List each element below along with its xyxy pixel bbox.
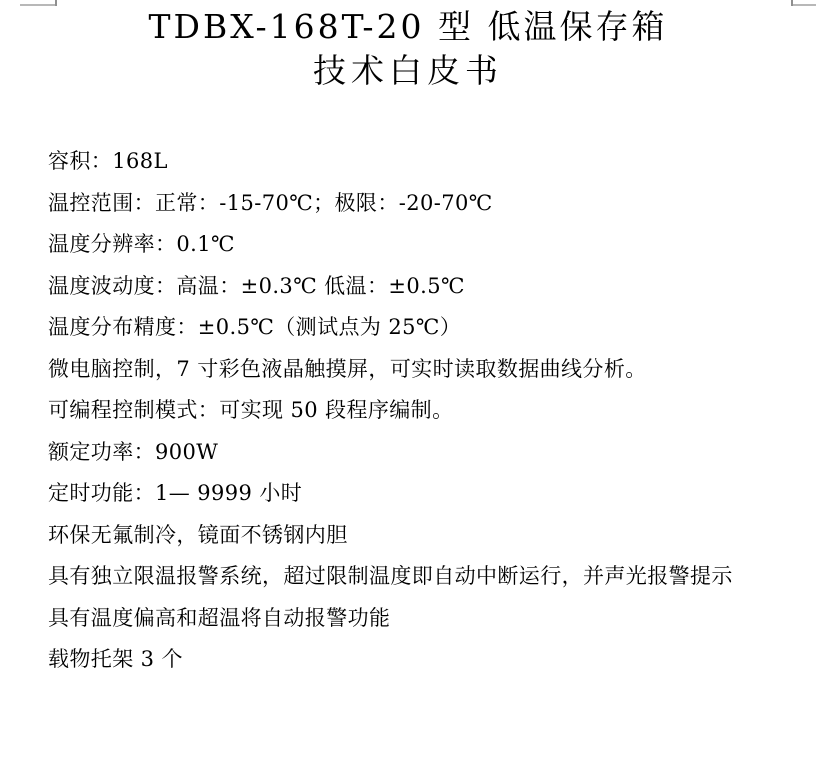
spec-line-capacity: 容积：168L <box>48 149 168 173</box>
spec-line-temp-uniformity: 温度分布精度：±0.5℃（测试点为 25℃） <box>48 315 462 339</box>
spec-line-timer-function: 定时功能：1— 9999 小时 <box>48 481 303 505</box>
spec-line-shelves: 载物托架 3 个 <box>48 647 183 671</box>
spec-line-controller: 微电脑控制，7 寸彩色液晶触摸屏，可实时读取数据曲线分析。 <box>48 356 647 381</box>
document-subtitle: 技术白皮书 <box>313 51 503 90</box>
document-title: TDBX-168T-20 型 低温保存箱 <box>148 7 668 46</box>
table-border-tick <box>55 0 57 6</box>
spec-line-limit-alarm: 具有独立限温报警系统，超过限制温度即自动中断运行，并声光报警提示 <box>48 564 733 588</box>
spec-line-temp-range: 温控范围：正常：-15-70℃；极限：-20-70℃ <box>48 190 493 215</box>
spec-line-temp-fluctuation: 温度波动度：高温：±0.3℃ 低温：±0.5℃ <box>48 273 465 298</box>
spec-line-temp-resolution: 温度分辨率：0.1℃ <box>48 232 235 256</box>
document-header <box>0 0 816 93</box>
table-border-line <box>792 4 816 6</box>
spec-list <box>0 141 816 681</box>
spec-line-overtemp-alarm: 具有温度偏高和超温将自动报警功能 <box>48 605 391 630</box>
table-border-tick <box>791 0 793 6</box>
spec-line-rated-power: 额定功率：900W <box>48 439 219 464</box>
spec-line-programmable-mode: 可编程控制模式：可实现 50 段程序编制。 <box>48 398 454 422</box>
spec-line-refrigeration: 环保无氟制冷，镜面不锈钢内胆 <box>48 522 348 547</box>
table-border-line <box>20 4 56 6</box>
